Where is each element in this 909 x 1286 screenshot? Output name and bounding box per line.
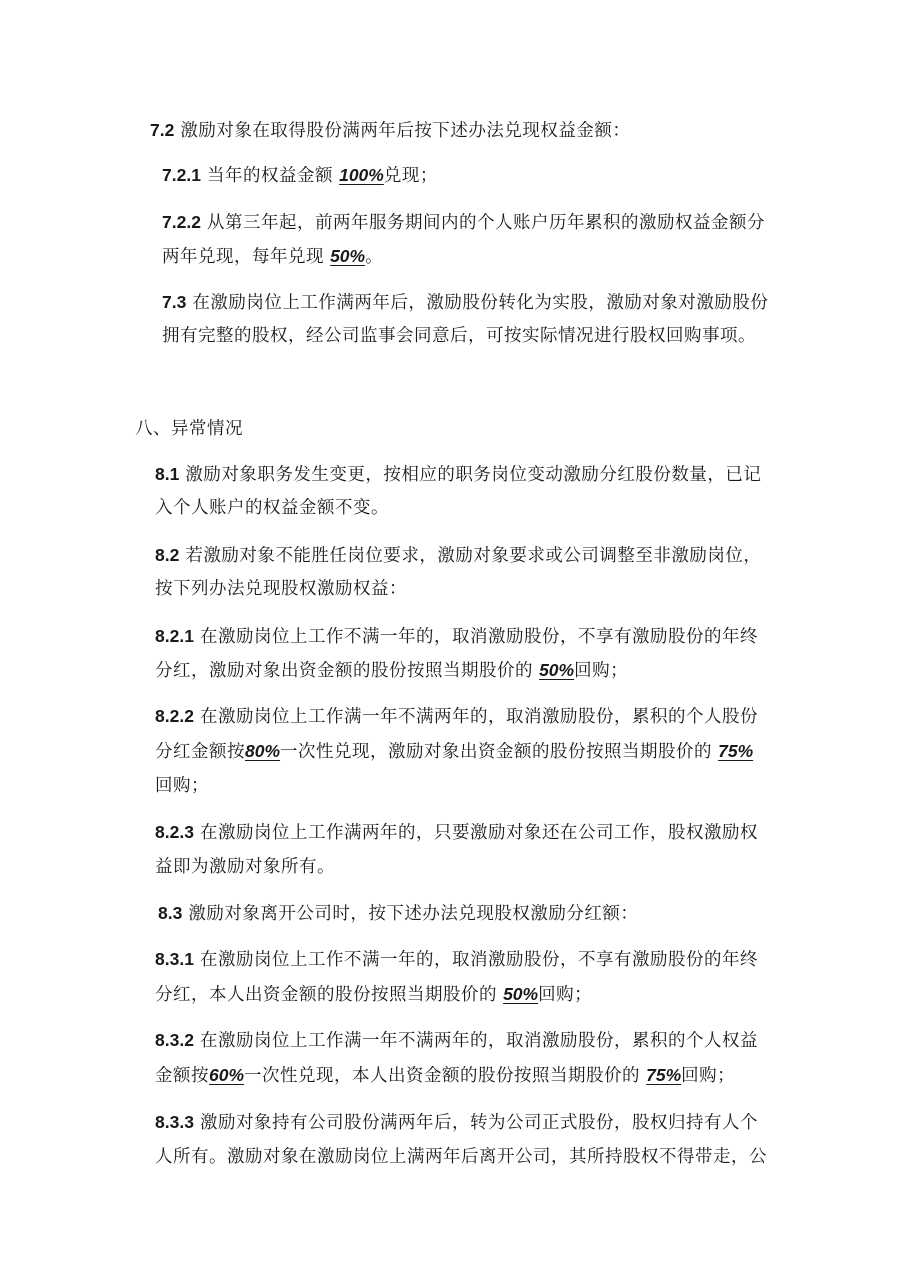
clause-text: 两年兑现，每年兑现	[162, 247, 324, 267]
clause-number: 7.3	[162, 292, 187, 312]
clause-text: 按下列办法兑现股权激励权益：	[155, 579, 407, 599]
clause-text: 入个人账户的权益金额不变。	[155, 498, 389, 518]
clause-text: 回购；	[681, 1066, 736, 1086]
clause-text: 一次性兑现，激励对象出资金额的股份按照当期股价的	[280, 742, 713, 762]
clause-text: 在激励岗位上工作不满一年的，取消激励股份，不享有激励股份的年终	[200, 950, 759, 970]
clause-text: 分红，本人出资金额的股份按照当期股价的	[155, 985, 497, 1005]
clause-8-2-2-line-1	[155, 705, 758, 728]
clause-8-2-2-line-2	[155, 740, 753, 763]
clause-8-2-2-line-3	[155, 775, 209, 797]
clause-text: 在激励岗位上工作满两年的，只要激励对象还在公司工作，股权激励权	[200, 823, 759, 843]
clause-text: 若激励对象不能胜任岗位要求，激励对象要求或公司调整至非激励岗位，	[185, 546, 762, 566]
clause-8-1-line-2	[155, 497, 389, 519]
clause-8-3-3-line-1	[155, 1111, 758, 1134]
clause-8-3-1-line-2	[155, 983, 592, 1006]
clause-text: 拥有完整的股权，经公司监事会同意后，可按实际情况进行股权回购事项。	[162, 326, 756, 346]
clause-text: 分红金额按	[155, 742, 245, 762]
clause-8-2-1-line-2	[155, 659, 628, 682]
clause-text: 当年的权益金额	[207, 166, 334, 186]
clause-text: 激励对象离开公司时，按下述办法兑现股权激励分红额：	[188, 904, 639, 924]
clause-7-2-1	[162, 164, 438, 187]
clause-text: 。	[365, 247, 384, 267]
section-heading-text: 八、异常情况	[135, 419, 243, 439]
percentage-value: 80%	[245, 741, 281, 761]
percentage-value: 75%	[718, 741, 754, 761]
clause-8-3-2-line-2	[155, 1064, 735, 1087]
percentage-value: 75%	[646, 1065, 682, 1085]
clause-text: 分红，激励对象出资金额的股份按照当期股价的	[155, 661, 533, 681]
clause-text: 激励对象职务发生变更，按相应的职务岗位变动激励分红股份数量，已记	[185, 465, 762, 485]
clause-number: 8.1	[155, 464, 180, 484]
clause-text: 激励对象在取得股份满两年后按下述办法兑现权益金额：	[180, 121, 631, 141]
clause-8-1-line-1	[155, 463, 761, 486]
clause-number: 8.3.3	[155, 1112, 194, 1132]
clause-number: 8.3	[158, 903, 183, 923]
clause-8-3-2-line-1	[155, 1029, 758, 1052]
clause-text: 金额按	[155, 1066, 209, 1086]
clause-text: 益即为激励对象所有。	[155, 857, 335, 877]
clause-number: 8.3.1	[155, 949, 194, 969]
clause-number: 8.2	[155, 545, 180, 565]
clause-number: 8.2.3	[155, 822, 194, 842]
clause-text: 激励对象持有公司股份满两年后，转为公司正式股份，股权归持有人个	[200, 1113, 759, 1133]
clause-8-2-1-line-1	[155, 625, 758, 648]
percentage-value: 100%	[339, 165, 384, 185]
percentage-value: 50%	[539, 660, 575, 680]
clause-number: 8.2.2	[155, 706, 194, 726]
clause-8-3-3-line-2	[155, 1146, 767, 1168]
clause-text: 回购；	[574, 661, 629, 681]
clause-number: 8.2.1	[155, 626, 194, 646]
clause-7-2-2-line-1	[162, 211, 765, 234]
clause-text: 从第三年起，前两年服务期间内的个人账户历年累积的激励权益金额分	[207, 213, 766, 233]
clause-text: 回购；	[538, 985, 593, 1005]
clause-text: 兑现；	[383, 166, 438, 186]
clause-8-3-1-line-1	[155, 948, 758, 971]
clause-text: 一次性兑现，本人出资金额的股份按照当期股价的	[244, 1066, 641, 1086]
clause-8-2-3-line-2	[155, 856, 335, 878]
clause-number: 7.2.1	[162, 165, 201, 185]
percentage-value: 60%	[209, 1065, 245, 1085]
clause-number: 7.2	[150, 120, 175, 140]
percentage-value: 50%	[503, 984, 539, 1004]
clause-7-2-2-line-2	[162, 245, 383, 268]
clause-7-3-line-2	[162, 325, 756, 347]
clause-text: 人所有。激励对象在激励岗位上满两年后离开公司，其所持股权不得带走，公	[155, 1147, 767, 1167]
clause-8-3	[158, 902, 638, 925]
clause-text: 在激励岗位上工作满两年后，激励股份转化为实股，激励对象对激励股份	[192, 293, 769, 313]
clause-number: 7.2.2	[162, 212, 201, 232]
clause-8-2-line-2	[155, 578, 407, 600]
clause-text: 在激励岗位上工作满一年不满两年的，取消激励股份，累积的个人权益	[200, 1031, 759, 1051]
section-heading	[135, 418, 243, 440]
clause-7-3-line-1	[162, 291, 768, 314]
clause-text: 在激励岗位上工作满一年不满两年的，取消激励股份，累积的个人股份	[200, 707, 759, 727]
clause-number: 8.3.2	[155, 1030, 194, 1050]
clause-7-2	[150, 119, 630, 142]
clause-text: 在激励岗位上工作不满一年的，取消激励股份，不享有激励股份的年终	[200, 627, 759, 647]
clause-8-2-line-1	[155, 544, 761, 567]
percentage-value: 50%	[330, 246, 366, 266]
clause-text: 回购；	[155, 776, 209, 796]
clause-8-2-3-line-1	[155, 821, 758, 844]
